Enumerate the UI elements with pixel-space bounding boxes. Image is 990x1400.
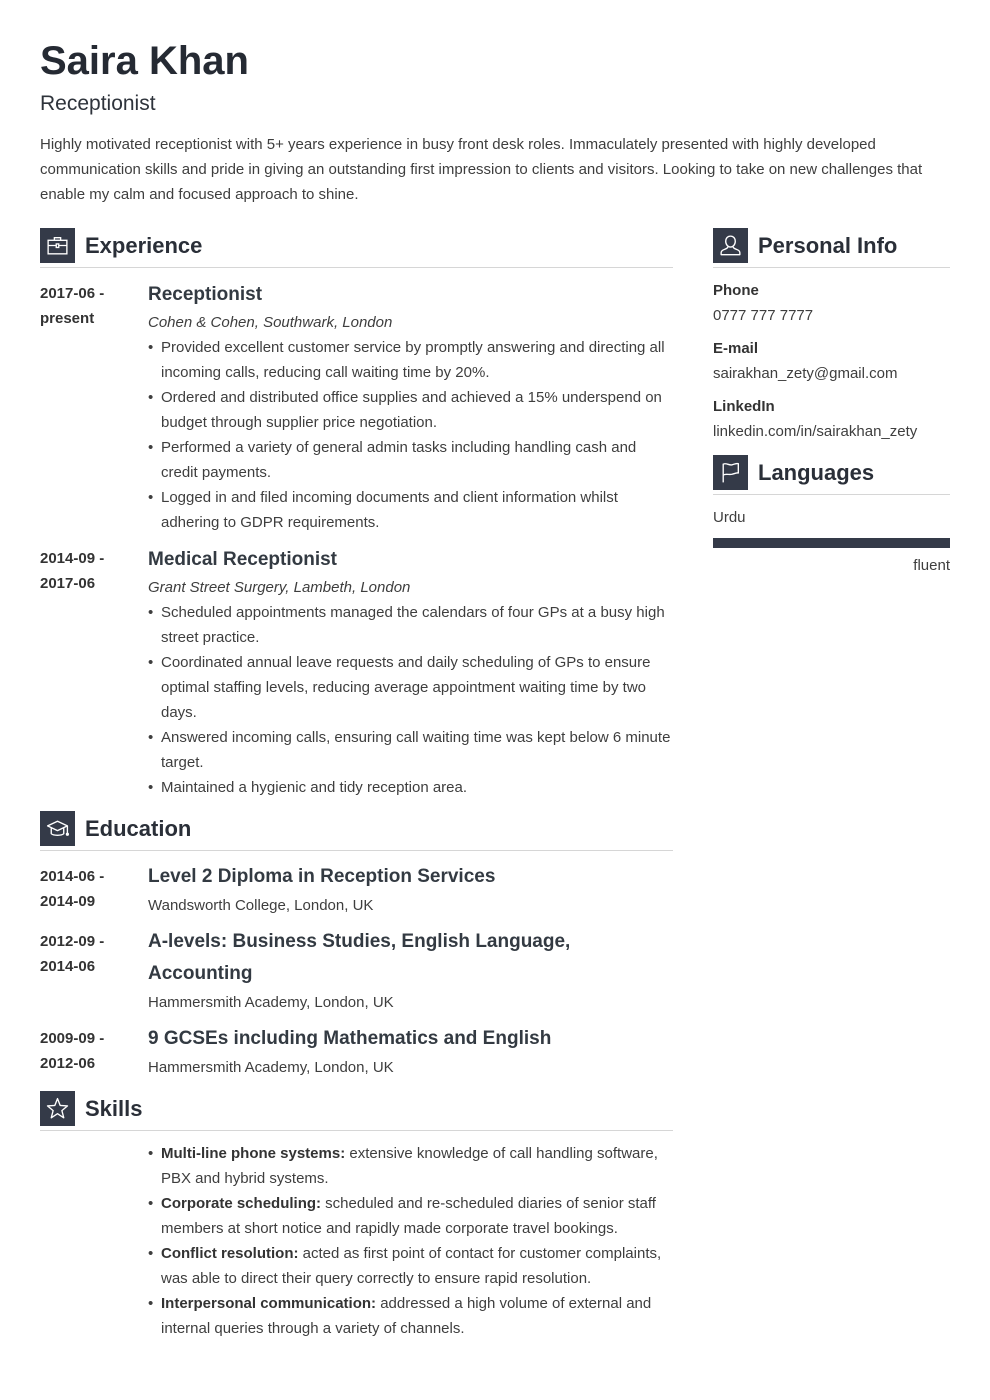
user-icon (713, 228, 748, 263)
language-name: Urdu (713, 509, 746, 526)
skills-heading: Skills (85, 1096, 143, 1121)
list-item: • Scheduled appointments managed the calendars of four GPs at a busy high street practice. (148, 600, 673, 650)
email-value[interactable]: sairakhan_zety@gmail.com (713, 365, 898, 382)
skill-name: Interpersonal communication: (161, 1295, 377, 1312)
star-icon (40, 1091, 75, 1126)
date-end: present (40, 310, 95, 327)
skill-name: Conflict resolution: (161, 1245, 299, 1262)
school-name: Hammersmith Academy, London, UK (148, 1059, 394, 1076)
degree-title: Level 2 Diploma in Reception Services (148, 866, 496, 887)
experience-section-header (40, 228, 673, 268)
info-linkedin (713, 394, 950, 444)
job-title: Medical Receptionist (148, 549, 337, 570)
education-date (40, 864, 140, 914)
company-name: Grant Street Surgery, Lambeth, London (148, 579, 411, 596)
language-level: fluent (913, 557, 950, 574)
date-end: 2014-09 (40, 893, 96, 910)
skill-item (148, 1141, 673, 1191)
skill-description: addressed a high volume of external and internal queries through a variety of channels. (161, 1295, 652, 1337)
info-phone (713, 278, 950, 328)
profile-summary: Highly motivated receptionist with 5+ years experience in busy front desk roles. Immaculately presented with highly developed communication skills and pride in giving an outstanding first impression to clients and visitors. Looking to take on new challenges that enable my calm and focused approach to shine. (40, 136, 923, 203)
flag-icon (713, 455, 748, 490)
phone-value: 0777 777 7777 (713, 307, 814, 324)
job-title: Receptionist (148, 284, 263, 305)
date-start: 2014-06 - (40, 868, 105, 885)
school-name: Wandsworth College, London, UK (148, 897, 374, 914)
phone-label: Phone (713, 282, 759, 299)
skill-description: extensive knowledge of call handling software, PBX and hybrid systems. (161, 1145, 658, 1187)
education-section-header (40, 811, 673, 851)
linkedin-value[interactable]: linkedin.com/in/sairakhan_zety (713, 423, 918, 440)
skill-description: scheduled and re-scheduled diaries of senior staff members at short notice and rapidly made corporate travel bookings. (161, 1195, 656, 1237)
list-item: • Provided excellent customer service by promptly answering and directing all incoming calls, reducing call waiting time by 20%. (148, 335, 673, 385)
education-date (40, 1026, 140, 1076)
languages-section-header (713, 455, 950, 495)
languages-heading: Languages (758, 460, 875, 485)
company-name: Cohen & Cohen, Southwark, London (148, 314, 393, 331)
candidate-name: Saira Khan (40, 39, 249, 83)
list-item: • Coordinated annual leave requests and daily scheduling of GPs to ensure optimal staffing levels, reducing average appointment waiting time by two days. (148, 650, 673, 725)
personal-info-heading: Personal Info (758, 233, 898, 258)
skill-name: Multi-line phone systems: (161, 1145, 346, 1162)
date-start: 2014-09 - (40, 550, 105, 567)
briefcase-icon (40, 228, 75, 263)
personal-info-list (713, 278, 950, 444)
list-item: • Logged in and filed incoming documents and client information whilst adhering to GDPR requirements. (148, 485, 673, 535)
info-email (713, 336, 950, 386)
email-label: E-mail (713, 340, 759, 357)
list-item: • Ordered and distributed office supplies and achieved a 15% underspend on budget through supplier price negotiation. (148, 385, 673, 435)
experience-date (40, 546, 140, 596)
language-level-bar (713, 538, 950, 548)
date-end: 2012-06 (40, 1055, 96, 1072)
date-start: 2012-09 - (40, 933, 105, 950)
date-end: 2017-06 (40, 575, 96, 592)
list-item: • Maintained a hygienic and tidy reception area. (148, 775, 673, 800)
language-item (713, 505, 950, 574)
skill-item (148, 1241, 673, 1291)
graduation-cap-icon (40, 811, 75, 846)
education-date (40, 929, 140, 979)
candidate-title: Receptionist (40, 92, 156, 115)
degree-title: 9 GCSEs including Mathematics and English (148, 1028, 552, 1049)
skill-item (148, 1291, 673, 1341)
list-item: • Performed a variety of general admin tasks including handling cash and credit payments. (148, 435, 673, 485)
list-item: • Answered incoming calls, ensuring call waiting time was kept below 6 minute target. (148, 725, 673, 775)
experience-heading: Experience (85, 233, 203, 258)
experience-date (40, 281, 140, 331)
skills-section-header (40, 1091, 673, 1131)
school-name: Hammersmith Academy, London, UK (148, 994, 394, 1011)
degree-title: A-levels: Business Studies, English Language, Accounting (148, 931, 571, 984)
job-responsibilities (148, 600, 673, 800)
skill-item (148, 1191, 673, 1241)
personal-info-section-header (713, 228, 950, 268)
job-responsibilities (148, 335, 673, 535)
skill-name: Corporate scheduling: (161, 1195, 322, 1212)
linkedin-label: LinkedIn (713, 398, 775, 415)
date-start: 2017-06 - (40, 285, 105, 302)
education-heading: Education (85, 816, 192, 841)
skill-description: acted as first point of contact for customer complaints, was able to direct their query correctly to ensure rapid resolution. (161, 1245, 662, 1287)
date-start: 2009-09 - (40, 1030, 105, 1047)
date-end: 2014-06 (40, 958, 96, 975)
